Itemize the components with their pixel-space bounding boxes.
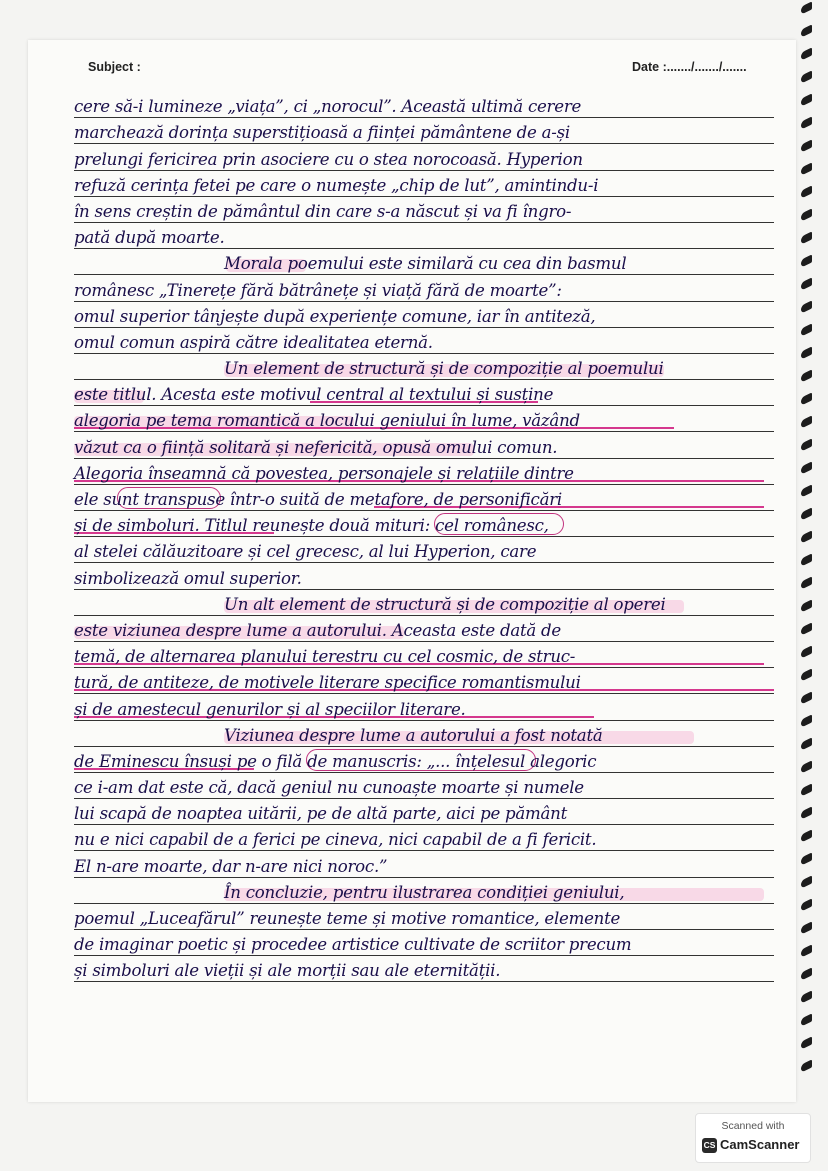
spiral-ring xyxy=(801,300,812,313)
spiral-ring xyxy=(801,530,812,543)
line-text: în sens creștin de pământul din care s-a născut și va fi îngro- xyxy=(74,201,572,221)
line-text: și de amestecul genurilor și al speciilor literare. xyxy=(74,699,466,719)
text-line xyxy=(74,223,774,249)
line-text: este viziunea despre lume a autorului. Aceasta este dată de xyxy=(74,620,561,640)
spiral-ring xyxy=(801,599,812,612)
spiral-ring xyxy=(801,829,812,842)
spiral-ring xyxy=(801,990,812,1003)
spiral-ring xyxy=(801,1,812,14)
text-line xyxy=(74,328,774,354)
spiral-ring xyxy=(801,507,812,520)
spiral-ring xyxy=(801,139,812,152)
spiral-ring xyxy=(801,392,812,405)
text-line xyxy=(74,380,774,406)
text-line xyxy=(74,92,774,118)
spiral-ring xyxy=(801,1036,812,1049)
spiral-ring xyxy=(801,921,812,934)
spiral-ring xyxy=(801,1059,812,1072)
line-text: alegoria pe tema romantică a locului geniului în lume, văzând xyxy=(74,411,580,431)
line-text: lui scapă de noaptea uitării, pe de altă parte, aici pe pământ xyxy=(74,804,568,824)
spiral-ring xyxy=(801,461,812,474)
text-line xyxy=(74,275,774,301)
line-text: marchează dorința superstițioasă a ființei pământene de a-și xyxy=(74,123,570,143)
spiral-ring xyxy=(801,1013,812,1026)
line-text: Viziunea despre lume a autorului a fost notată xyxy=(224,725,603,745)
line-text: de Eminescu însuși pe o filă de manuscris: „... înțelesul alegoric xyxy=(74,751,597,771)
text-line xyxy=(74,694,774,720)
text-line xyxy=(74,825,774,851)
spiral-ring xyxy=(801,93,812,106)
text-line xyxy=(74,747,774,773)
text-line xyxy=(74,773,774,799)
spiral-ring xyxy=(801,484,812,497)
spiral-ring xyxy=(801,806,812,819)
spiral-ring xyxy=(801,622,812,635)
text-line xyxy=(74,302,774,328)
spiral-ring xyxy=(801,438,812,451)
text-line xyxy=(74,171,774,197)
camscanner-badge xyxy=(695,1113,811,1163)
spiral-ring xyxy=(801,691,812,704)
spiral-ring xyxy=(801,277,812,290)
text-line xyxy=(74,118,774,144)
subject-label: Subject : xyxy=(88,60,141,74)
spiral-ring xyxy=(801,576,812,589)
camscanner-brand xyxy=(702,1137,799,1153)
spiral-ring xyxy=(801,852,812,865)
line-text: românesc „Tinerețe fără bătrânețe și viață fără de moarte”: xyxy=(74,280,562,300)
spiral-ring xyxy=(801,70,812,83)
spiral-ring xyxy=(801,323,812,336)
handwritten-text xyxy=(74,92,774,982)
line-text: văzut ca o ființă solitară și nefericită, opusă omului comun. xyxy=(74,437,558,457)
text-line xyxy=(74,904,774,930)
text-line xyxy=(74,878,774,904)
line-text: omul superior tânjește după experiențe comune, iar în antiteză, xyxy=(74,306,596,326)
line-text: și simboluri ale vieții și ale morții sau ale eternității. xyxy=(74,961,501,981)
line-text: ce i-am dat este că, dacă geniul nu cunoaște moarte și numele xyxy=(74,778,584,798)
line-text: al stelei călăuzitoare și cel grecesc, al lui Hyperion, care xyxy=(74,542,537,562)
text-line xyxy=(74,851,774,877)
line-text: El n-are moarte, dar n-are nici noroc.” xyxy=(74,856,388,876)
line-text: nu e nici capabil de a ferici pe cineva, nici capabil de a fi fericit. xyxy=(74,830,597,850)
text-line xyxy=(74,354,774,380)
spiral-ring xyxy=(801,737,812,750)
spiral-ring xyxy=(801,668,812,681)
spiral-ring xyxy=(801,714,812,727)
line-text: pată după moarte. xyxy=(74,228,225,248)
line-text: Alegoria înseamnă că povestea, personajele și relațiile dintre xyxy=(74,463,574,483)
spiral-ring xyxy=(801,783,812,796)
text-line xyxy=(74,930,774,956)
scanned-with-text: Scanned with xyxy=(721,1120,785,1132)
line-text: este titlul. Acesta este motivul central al textului și susține xyxy=(74,385,554,405)
text-line xyxy=(74,432,774,458)
spiral-ring xyxy=(801,116,812,129)
text-line xyxy=(74,616,774,642)
line-text: temă, de alternarea planului terestru cu cel cosmic, de struc- xyxy=(74,647,576,667)
text-line xyxy=(74,799,774,825)
text-line xyxy=(74,668,774,694)
text-line xyxy=(74,956,774,982)
spiral-ring xyxy=(801,162,812,175)
text-line xyxy=(74,144,774,170)
spiral-ring xyxy=(801,944,812,957)
date-label: Date :......./......./....... xyxy=(632,60,747,74)
text-line xyxy=(74,249,774,275)
spiral-ring xyxy=(801,24,812,37)
spiral-ring xyxy=(801,231,812,244)
text-line xyxy=(74,459,774,485)
spiral-ring xyxy=(801,369,812,382)
spiral-ring xyxy=(801,208,812,221)
text-line xyxy=(74,590,774,616)
line-text: refuză cerința fetei pe care o numește „chip de lut”, amintindu-i xyxy=(74,175,599,195)
line-text: În concluzie, pentru ilustrarea condiției geniului, xyxy=(224,882,625,902)
text-line xyxy=(74,406,774,432)
text-line xyxy=(74,563,774,589)
line-text: și de simboluri. Titlul reunește două mituri: cel românesc, xyxy=(74,516,549,536)
line-text: poemul „Luceafărul” reunește teme și motive romantice, elemente xyxy=(74,909,621,928)
line-text: de imaginar poetic și procedee artistice cultivate de scriitor precum xyxy=(74,935,632,955)
text-line xyxy=(74,197,774,223)
spiral-ring xyxy=(801,553,812,566)
text-line xyxy=(74,511,774,537)
spiral-ring xyxy=(801,47,812,60)
spiral-ring xyxy=(801,185,812,198)
line-text: tură, de antiteze, de motivele literare specifice romantismului xyxy=(74,673,581,693)
line-text: Morala poemului este similară cu cea din basmul xyxy=(224,254,627,274)
line-text: Un alt element de structură și de compoziție al operei xyxy=(224,594,666,614)
spiral-ring xyxy=(801,875,812,888)
text-line xyxy=(74,485,774,511)
spiral-ring xyxy=(801,760,812,773)
spiral-ring xyxy=(801,898,812,911)
spiral-ring xyxy=(801,967,812,980)
text-line xyxy=(74,721,774,747)
line-text: omul comun aspiră către idealitatea eternă. xyxy=(74,332,433,352)
line-text: cere să-i lumineze „viața”, ci „norocul”. Această ultimă cerere xyxy=(74,97,582,117)
spiral-ring xyxy=(801,254,812,267)
text-line xyxy=(74,537,774,563)
spiral-ring xyxy=(801,346,812,359)
line-text: Un element de structură și de compoziție al poemului xyxy=(224,359,664,379)
line-text: simbolizează omul superior. xyxy=(74,568,302,588)
spiral-binding xyxy=(795,0,828,1095)
line-text: prelungi fericirea prin asociere cu o stea norocoasă. Hyperion xyxy=(74,149,583,169)
camscanner-logo-icon: CS xyxy=(702,1138,717,1153)
line-text: ele sunt transpuse într-o suită de metafore, de personificări xyxy=(74,490,562,509)
spiral-ring xyxy=(801,645,812,658)
camscanner-name: CamScanner xyxy=(720,1137,800,1152)
text-line xyxy=(74,642,774,668)
spiral-ring xyxy=(801,415,812,428)
